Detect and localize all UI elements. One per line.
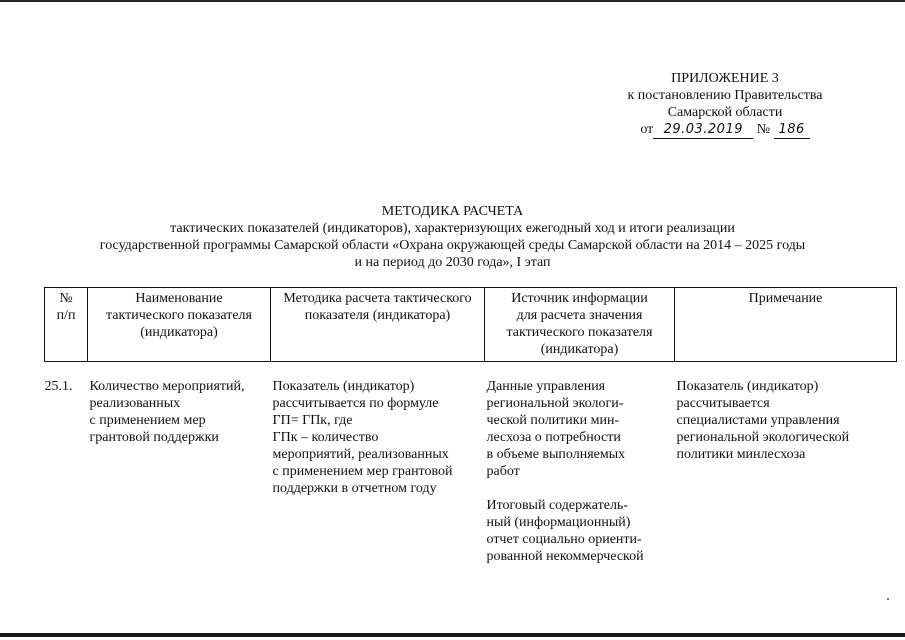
title-line-1: тактических показателей (индикаторов), характеризующих ежегодный ход и итоги реализации — [170, 221, 735, 236]
title-line-2: государственной программы Самарской области «Охрана окружающей среды Самарской области на 2014 – 2025 годы — [99, 238, 806, 253]
title-heading: МЕТОДИКА РАСЧЕТА — [381, 204, 524, 219]
scan-speck — [887, 598, 889, 600]
handwritten-date: 29.03.2019 — [653, 121, 753, 139]
scan-top-edge — [0, 0, 905, 2]
table-row — [45, 378, 897, 565]
document-title — [0, 203, 905, 271]
row-number: 25.1. — [44, 379, 73, 394]
number-prefix: № — [756, 122, 771, 137]
header-source: Источник информации для расчета значения тактического показателя (индикатора) — [485, 288, 675, 362]
indicators-table — [44, 287, 897, 565]
table-header-row — [45, 288, 897, 362]
header-method: Методика расчета тактического показателя (индикатора) — [271, 288, 485, 362]
handwritten-number: 186 — [774, 121, 810, 139]
appendix-title: ПРИЛОЖЕНИЕ 3 — [671, 71, 779, 86]
appendix-date-line — [600, 121, 850, 138]
date-prefix: от — [640, 122, 654, 137]
appendix-decree: к постановлению Правительства — [627, 88, 823, 103]
header-indicator-name: Наименование тактического показателя (индикатора) — [88, 288, 271, 362]
row-indicator-name: Количество мероприятий, реализованных с применением мер грантовой поддержки — [89, 379, 245, 445]
row-source: Данные управления региональной экологи- ческой политики мин- лесхоза о потребности в объеме выполняемых работ Итоговый содержатель- ный (информационный) отчет социально ориенти- рованной некоммерческой — [486, 379, 644, 564]
header-number: № п/п — [45, 288, 88, 362]
title-line-3: и на период до 2030 года», I этап — [354, 255, 551, 270]
row-method: Показатель (индикатор) рассчитывается по формуле ГП= ГПк, где ГПк – количество мероприятий, реализованных с применением мер грантовой поддержки в отчетном году — [272, 379, 453, 496]
appendix-block — [600, 70, 850, 138]
header-note: Примечание — [675, 288, 897, 362]
scan-bottom-edge — [0, 633, 905, 637]
appendix-region: Самарской области — [667, 105, 783, 120]
row-note: Показатель (индикатор) рассчитывается специалистами управления региональной экологической политики минлесхоза — [676, 379, 850, 462]
